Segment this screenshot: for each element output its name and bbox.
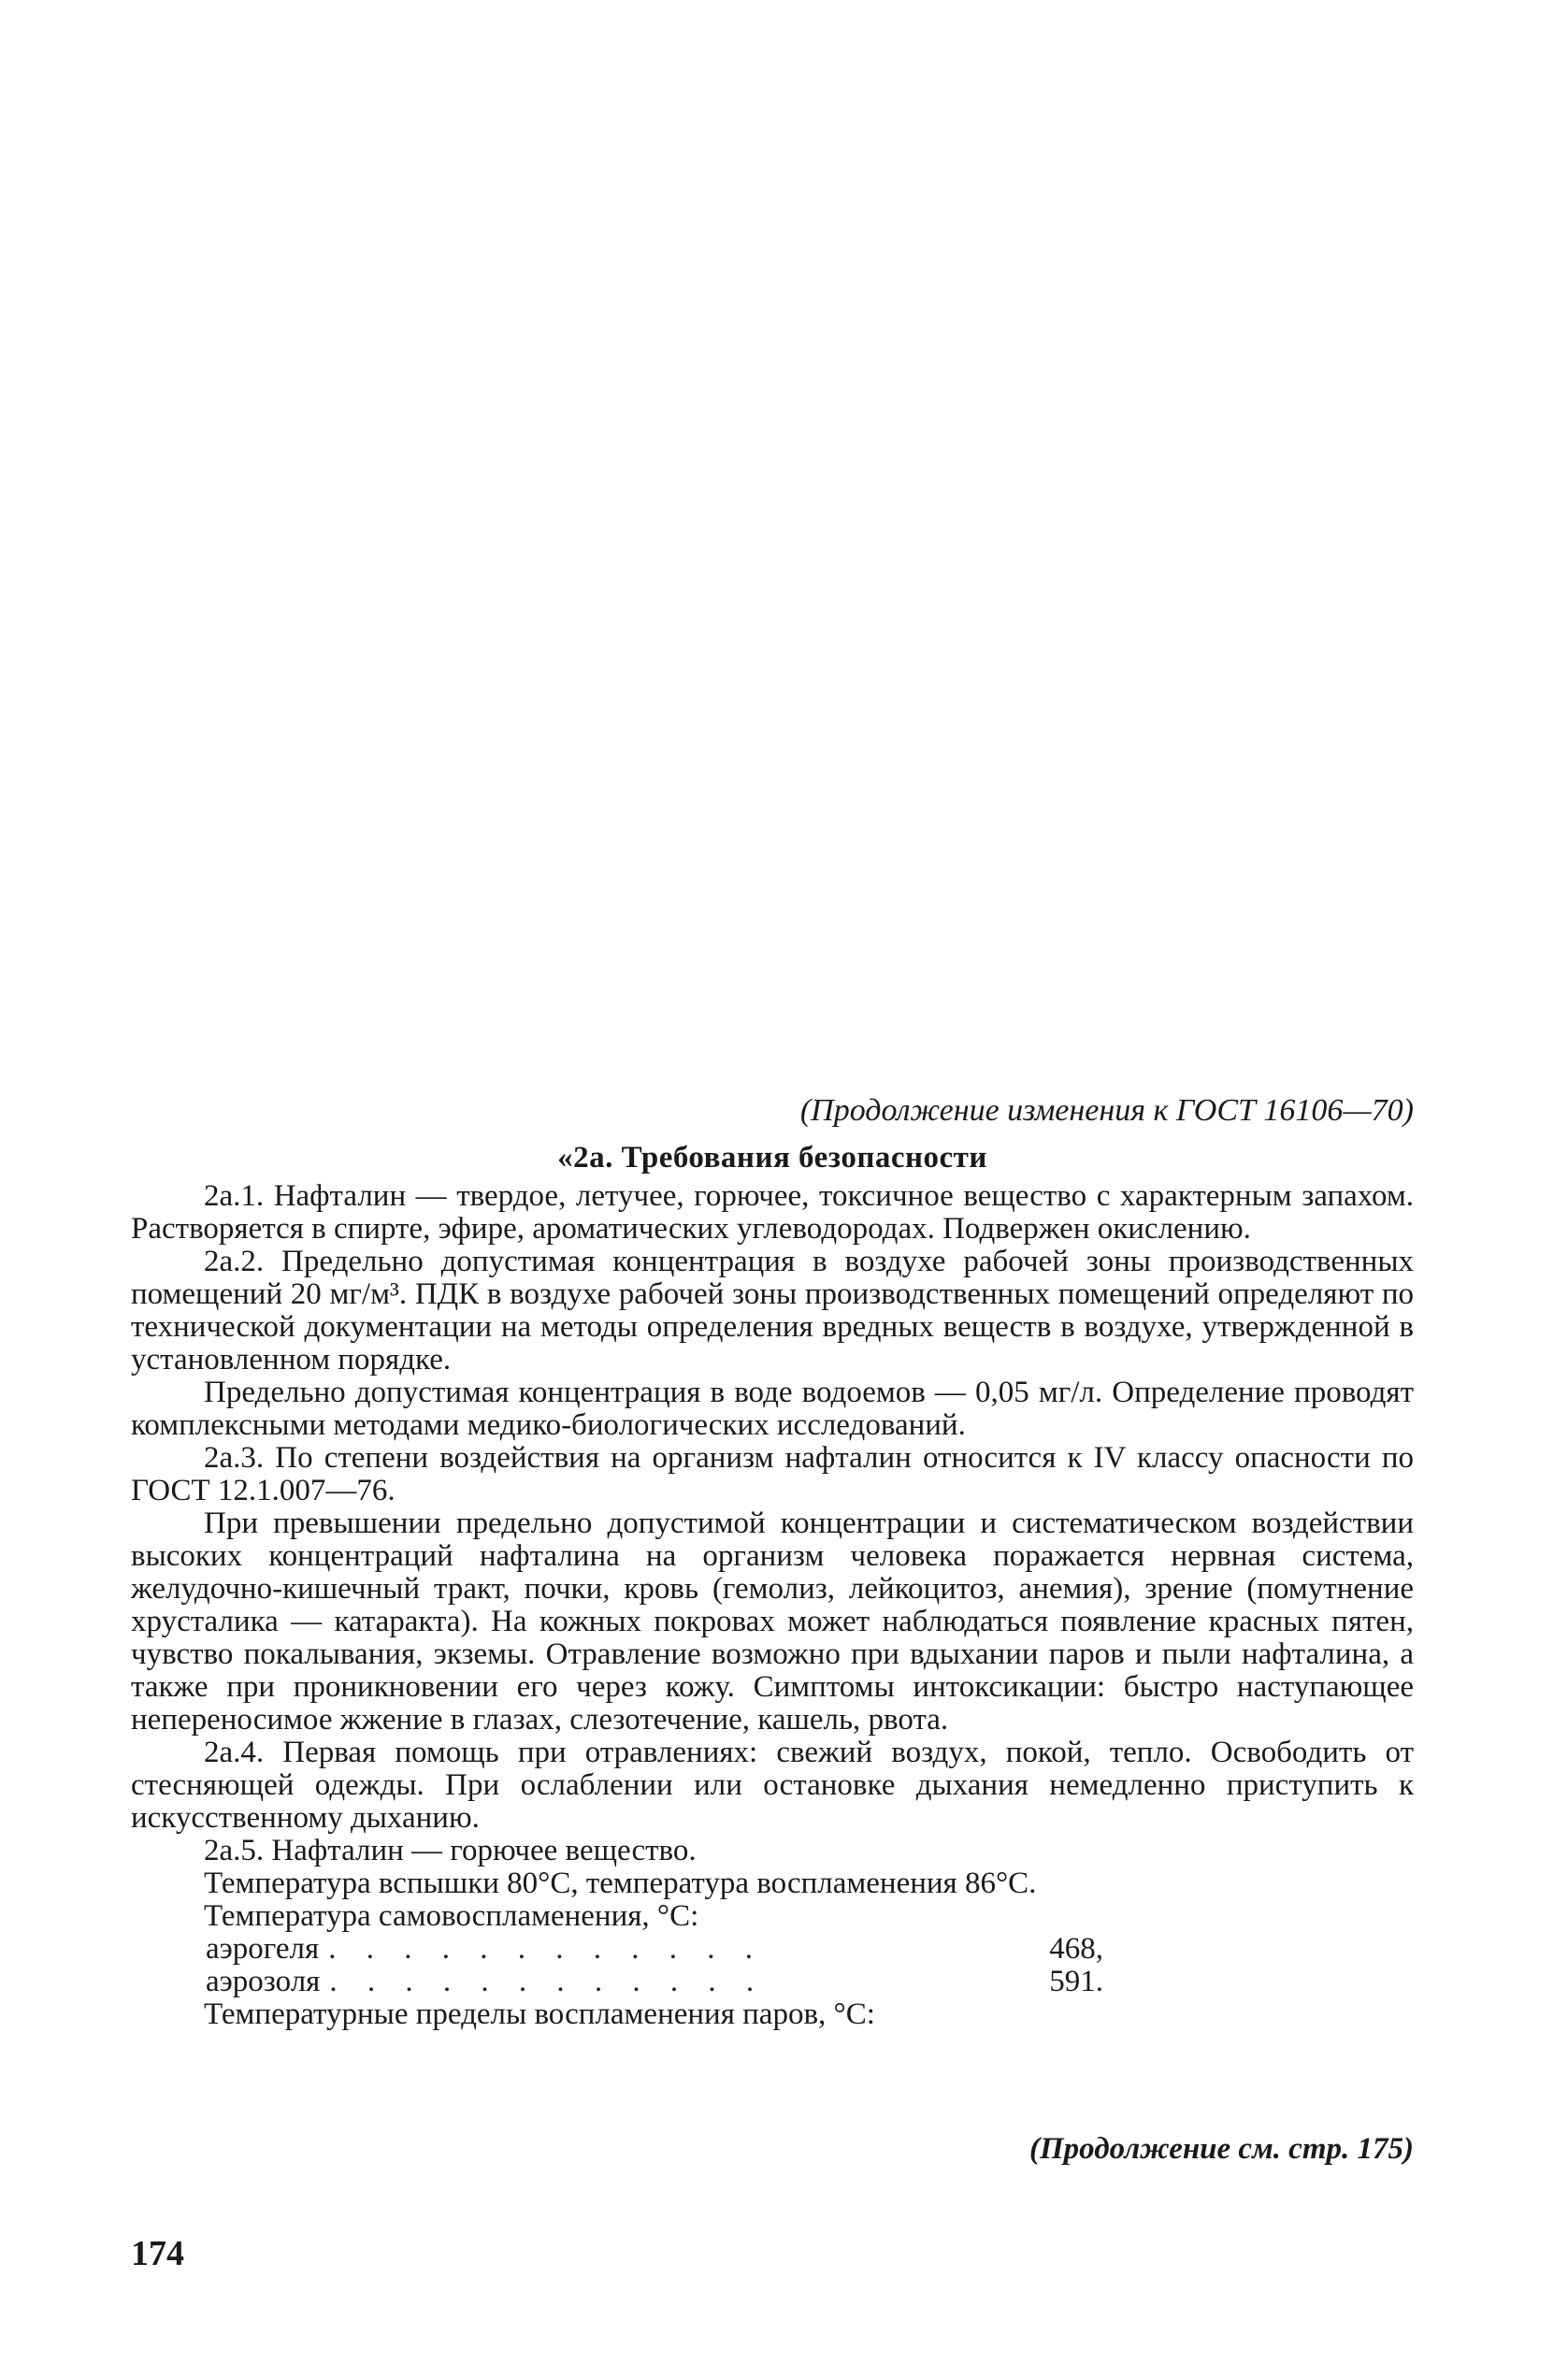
autoignition-name: аэрозоля [206,1965,321,1998]
dot-leader: . . . . . . . . . . . . [329,1966,766,1998]
paragraph-2a1: 2а.1. Нафталин — твердое, летучее, горючее, токсичное вещество с характерным запахом. Растворяется в спирте, эфире, ароматических углеводородах. Подвержен окислению. [131,1179,1414,1246]
flash-point-line: Температура вспышки 80°С, температура воспламенения 86°С. [204,1867,1037,1900]
autoignition-name: аэрогеля [206,1932,320,1966]
paragraph-2a5: 2а.5. Нафталин — горючее вещество. [204,1834,697,1867]
paragraph-2a4: 2а.4. Первая помощь при отравлениях: свежий воздух, покой, тепло. Освободить от стесняющей одежды. При ослаблении или остановке дыхания немедленно приступить к искусственному дыханию. [131,1736,1414,1835]
continued-on-next-page: (Продолжение см. стр. 175) [1029,2132,1414,2166]
autoignition-value: 468, [1049,1932,1103,1966]
autoignition-row [131,1966,1103,1998]
paragraph-toxicity: При превышении предельно допустимой концентрации и систематическом воздействии высоких концентраций нафталина на организм человека поражается нервная система, желудочно-кишечный тракт, почки, кровь (гемолиз, лейкоцитоз, анемия), зрение (помутнение хрусталика — катаракта). На кожных покровах может наблюдаться появление красных пятен, чувство покалывания, экземы. Отравление возможно при вдыхании паров и пыли нафталина, а также при проникновении его через кожу. Симптомы интоксикации: быстро наступающее непереносимое жжение в глазах, слезотечение, кашель, рвота. [131,1506,1414,1737]
paragraph-2a2: 2а.2. Предельно допустимая концентрация в воздухе рабочей зоны производственных помещений 20 мг/м³. ПДК в воздухе рабочей зоны производственных помещений определяют по технической документации на методы определения вредных веществ в воздухе, утвержденной в установленном порядке. [131,1245,1414,1377]
section-title: «2а. Требования безопасности [557,1141,987,1175]
paragraph-water-pdk: Предельно допустимая концентрация в воде водоемов — 0,05 мг/л. Определение проводят комплексными методами медико-биологических исследований. [131,1376,1414,1442]
limits-heading: Температурные пределы воспламенения паров, °С: [204,1997,875,2031]
dot-leader: . . . . . . . . . . . . [328,1933,764,1966]
autoignition-row [131,1933,1103,1966]
section-body [131,1180,1414,2031]
page-number: 174 [131,2234,184,2273]
continuation-header: (Продолжение изменения к ГОСТ 16106—70) [799,1093,1414,1128]
autoignition-value: 591. [1049,1965,1103,1998]
autoignition-heading: Температура самовоспламенения, °С: [204,1899,699,1933]
paragraph-2a3: 2а.3. По степени воздействия на организм нафталин относится к IV классу опасности по ГОСТ 12.1.007—76. [131,1441,1414,1507]
